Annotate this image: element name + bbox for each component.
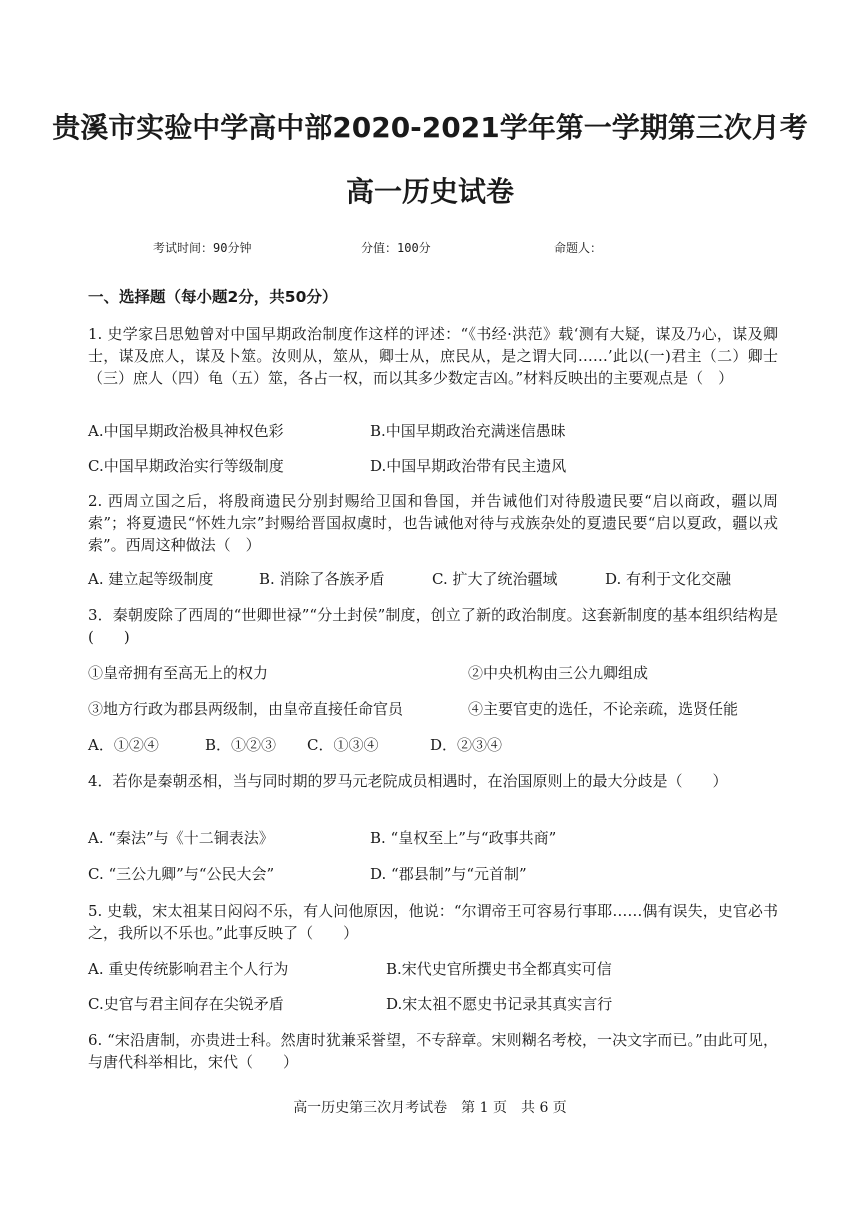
- question-2-stem: 2. 西周立国之后，将殷商遗民分别封赐给卫国和鲁国，并告诫他们对待殷遗民要“启以商政，疆以周索”；将夏遗民“怀姓九宗”封赐给晋国叔虞时，也告诫他对待与戎族杂处的夏遗民要“启以夏政，疆以戎索”。西周这种做法（ ）: [88, 492, 778, 554]
- question-4-stem: 4．若你是秦朝丞相，当与同时期的罗马元老院成员相遇时，在治国原则上的最大分歧是（ ）: [88, 772, 728, 790]
- question-1-option-b: B.中国早期政治充满迷信愚昧: [370, 422, 566, 440]
- question-3-item-4: ④主要官吏的选任，不论亲疏，选贤任能: [468, 700, 739, 718]
- question-3-stem: 3．秦朝废除了西周的“世卿世禄”“分土封侯”制度，创立了新的政治制度。这套新制度的基本组织结构是( ): [88, 606, 778, 646]
- question-5-option-c: C.史官与君主间存在尖锐矛盾: [88, 995, 284, 1013]
- question-3-item-3: ③地方行政为郡县两级制，由皇帝直接任命官员: [88, 700, 404, 718]
- question-1-option-a: A.中国早期政治极具神权色彩: [88, 422, 284, 440]
- question-4-option-b: B. “皇权至上”与“政事共商”: [370, 829, 557, 847]
- question-2-option-c: C. 扩大了统治疆域: [432, 570, 558, 588]
- question-3-item-2: ②中央机构由三公九卿组成: [468, 664, 649, 682]
- question-1-option-d: D.中国早期政治带有民主遗风: [370, 457, 567, 475]
- question-2-option-d: D. 有利于文化交融: [605, 570, 732, 588]
- exam-author-label: 命题人：: [554, 241, 603, 255]
- question-5-option-d: D.宋太祖不愿史书记录其真实言行: [386, 995, 613, 1013]
- question-4-option-c: C. “三公九卿”与“公民大会”: [88, 865, 275, 883]
- question-3-item-1: ①皇帝拥有至高无上的权力: [88, 664, 269, 682]
- question-3-option-c: C．①③④: [307, 736, 379, 754]
- exam-score-label: 分值：100分: [361, 241, 431, 255]
- question-5-option-b: B.宋代史官所撰史书全都真实可信: [386, 960, 612, 978]
- question-1-stem: 1. 史学家吕思勉曾对中国早期政治制度作这样的评述：“《书经·洪范》载‘测有大疑，谋及乃心，谋及卿士，谋及庶人，谋及卜筮。汝则从，筮从，卿士从，庶民从，是之谓大同……’此以(一)君主（二）卿士（三）庶人（四）龟（五）筮，各占一权，而以其多少数定吉凶。”材料反映出的主要观点是（ ）: [88, 325, 778, 387]
- question-1-option-c: C.中国早期政治实行等级制度: [88, 457, 284, 475]
- question-2-option-a: A. 建立起等级制度: [88, 570, 214, 588]
- exam-title: 贵溪市实验中学高中部2020-2021学年第一学期第三次月考: [52, 111, 808, 144]
- question-4-option-a: A. “秦法”与《十二铜表法》: [88, 829, 274, 847]
- question-3-option-d: D．②③④: [430, 736, 503, 754]
- exam-time-label: 考试时间：90分钟: [153, 241, 252, 255]
- question-2-option-b: B. 消除了各族矛盾: [259, 570, 385, 588]
- page-footer-text: 高一历史第三次月考试卷 第 1 页 共 6 页: [293, 1100, 567, 1116]
- question-3-option-a: A．①②④: [88, 736, 159, 754]
- question-6-stem: 6. “宋沿唐制，亦贵进士科。然唐时犹兼采誉望，不专辞章。宋则糊名考校，一决文字而已。”由此可见，与唐代科举相比，宋代（ ）: [88, 1031, 778, 1071]
- question-5-stem: 5. 史载，宋太祖某日闷闷不乐，有人问他原因，他说：“尔谓帝王可容易行事耶……偶有误失，史官必书之，我所以不乐也。”此事反映了（ ）: [88, 902, 778, 942]
- question-5-option-a: A. 重史传统影响君主个人行为: [88, 960, 289, 978]
- question-3-option-b: B．①②③: [205, 736, 277, 754]
- exam-subtitle: 高一历史试卷: [345, 175, 514, 208]
- page-footer: [0, 1097, 860, 1117]
- section-heading: 一、选择题（每小题2分，共50分）: [88, 288, 338, 306]
- question-4-option-d: D. “郡县制”与“元首制”: [370, 865, 527, 883]
